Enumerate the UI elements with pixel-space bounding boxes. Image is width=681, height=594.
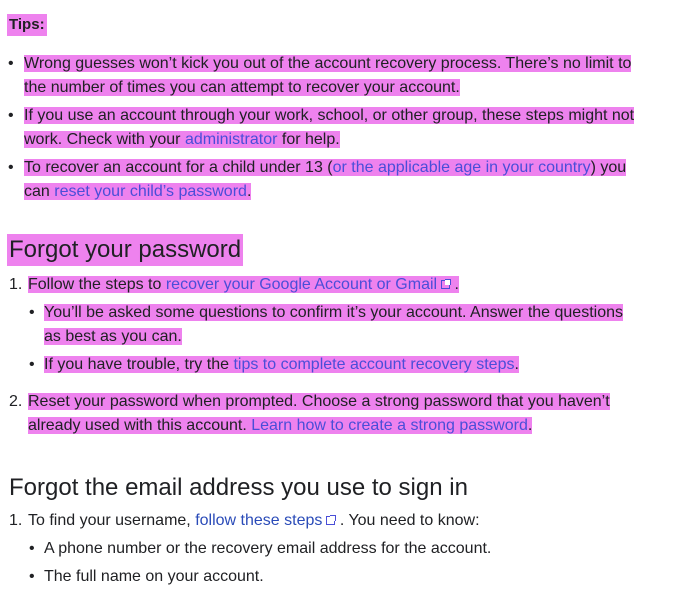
sub-1-line-1: You’ll be asked some questions to confirm it’s your account. Answer the questions	[44, 304, 623, 321]
tip-item-3	[24, 156, 626, 204]
email-step-1-text: To find your username,	[28, 512, 196, 529]
tip-3-line-1-text: To recover an account for a child under 13 (	[24, 159, 333, 176]
bullet: •	[29, 540, 35, 557]
sub-2-text: If you have trouble, try the	[44, 356, 234, 373]
step-1-sub-1	[44, 301, 623, 349]
bullet: •	[8, 55, 14, 72]
forgot-password-heading: Forgot your password	[7, 234, 243, 266]
bullet: •	[29, 304, 35, 321]
forgot-email-step-1	[28, 509, 480, 533]
reset-child-password-link[interactable]: reset your child’s password	[54, 183, 247, 200]
external-link-icon	[326, 516, 335, 525]
step-number: 2.	[9, 393, 23, 410]
recovery-tips-link[interactable]: tips to complete account recovery steps	[233, 356, 515, 373]
step-number: 1.	[9, 512, 23, 529]
bullet: •	[8, 159, 14, 176]
tip-1-line-2: the number of times you can attempt to recover your account.	[24, 79, 460, 96]
applicable-age-link[interactable]: or the applicable age in your country	[332, 159, 591, 176]
step-1-sub-2	[44, 353, 519, 377]
tip-item-2	[24, 104, 634, 152]
forgot-password-step-2	[28, 390, 610, 438]
follow-steps-link-label: follow these steps	[195, 512, 323, 529]
step-2-line-2-end: .	[527, 417, 533, 434]
email-step-1-end: . You need to know:	[339, 512, 480, 529]
tip-3-line-2-end: .	[246, 183, 252, 200]
email-sub-1: A phone number or the recovery email address for the account.	[44, 540, 492, 557]
tip-1-line-1: Wrong guesses won’t kick you out of the account recovery process. There’s no limit to	[24, 55, 632, 72]
step-1-end: .	[454, 276, 459, 293]
tip-2-line-1: If you use an account through your work, school, or other group, these steps might not	[24, 107, 635, 124]
follow-steps-link[interactable]	[195, 512, 335, 529]
sub-1-line-2: as best as you can.	[44, 328, 182, 345]
step-number: 1.	[9, 276, 23, 293]
tip-2-line-2-text: work. Check with your	[24, 131, 185, 148]
tips-label: Tips:	[7, 14, 47, 36]
step-1-text: Follow the steps to	[28, 276, 166, 293]
sub-2-end: .	[514, 356, 519, 373]
email-sub-2: The full name on your account.	[44, 568, 264, 585]
forgot-email-heading: Forgot the email address you use to sign in	[9, 474, 468, 501]
recover-account-link[interactable]	[166, 276, 450, 293]
administrator-link[interactable]: administrator	[184, 131, 278, 148]
bullet: •	[8, 107, 14, 124]
tip-item-1	[24, 52, 631, 100]
external-link-icon	[441, 280, 450, 289]
recover-account-link-label: recover your Google Account or Gmail	[165, 276, 438, 293]
tip-2-line-2-end: for help.	[277, 131, 340, 148]
bullet: •	[29, 568, 35, 585]
strong-password-link[interactable]: Learn how to create a strong password	[251, 417, 528, 434]
forgot-password-step-1	[28, 273, 459, 297]
bullet: •	[29, 356, 35, 373]
tip-3-line-1-end: ) you	[590, 159, 627, 176]
tip-3-line-2-text: can	[24, 183, 55, 200]
step-2-line-1: Reset your password when prompted. Choose a strong password that you haven’t	[28, 393, 610, 410]
step-2-line-2-text: already used with this account.	[28, 417, 252, 434]
